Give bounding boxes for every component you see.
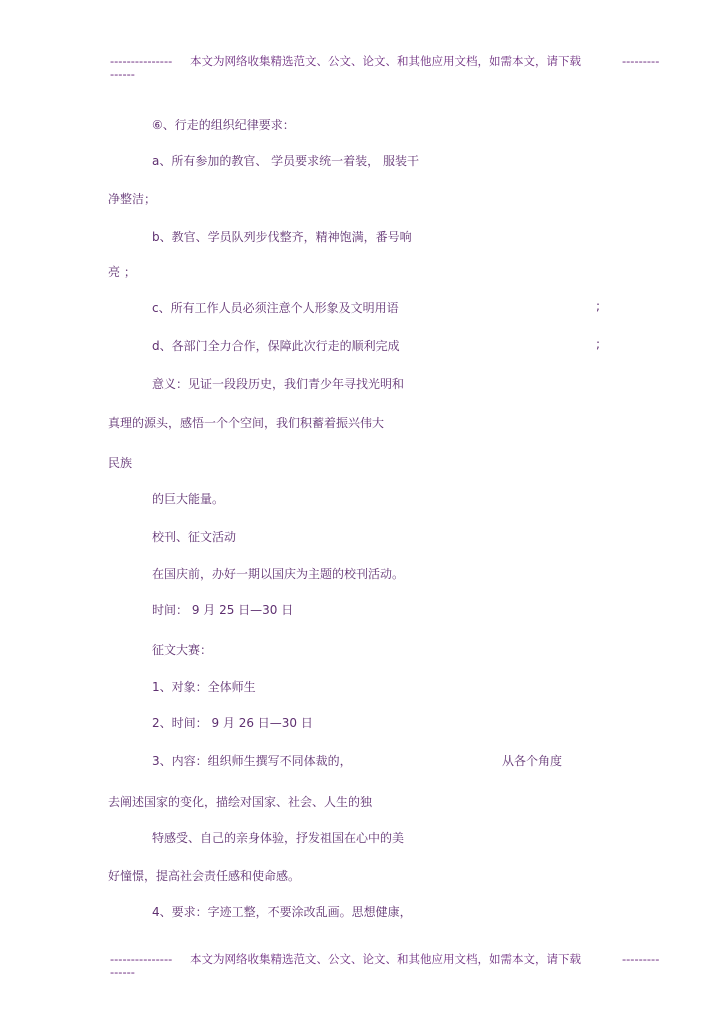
header-dashes-wrap: ------ xyxy=(110,67,135,81)
line-11: 的巨大能量。 xyxy=(152,492,225,506)
line-10: 民族 xyxy=(108,456,133,470)
line-16: 1、对象：全体师生 xyxy=(152,680,256,694)
line-12: 校刊、征文活动 xyxy=(152,530,237,544)
line-18: 3、内容：组织师生撰写不同体裁的， xyxy=(152,754,352,768)
line-17: 2、时间： 9 月 26 日—30 日 xyxy=(152,716,313,730)
line-6-end: ; xyxy=(596,299,601,313)
line-14: 时间： 9 月 25 日—30 日 xyxy=(152,603,294,617)
line-19: 去阐述国家的变化，描绘对国家、社会、人生的独 xyxy=(108,795,373,809)
line-2: a、所有参加的教官、 学员要求统一着装， 服装干 xyxy=(152,154,419,168)
line-4: b、教官、学员队列步伐整齐，精神饱满，番号响 xyxy=(152,230,412,244)
line-7-end: ; xyxy=(596,337,601,351)
header-dashes-right: --------- xyxy=(622,54,660,68)
footer-dashes-left: --------------- xyxy=(110,952,173,966)
line-15: 征文大赛： xyxy=(152,643,213,657)
footer-dashes-right: --------- xyxy=(622,952,660,966)
line-5: 亮 ； xyxy=(108,265,136,279)
line-3: 净整洁； xyxy=(108,192,157,206)
footer-dashes-wrap: ------ xyxy=(110,965,135,979)
line-22: 4、要求：字迹工整，不要涂改乱画。思想健康， xyxy=(152,905,412,919)
line-18-end: 从各个角度 xyxy=(502,754,563,768)
line-1: ⑥、行走的组织纪律要求： xyxy=(152,118,295,132)
header-text: 本文为网络收集精选范文、公文、论文、和其他应用文档，如需本文，请下载 xyxy=(190,54,581,68)
line-21: 好憧憬，提高社会责任感和使命感。 xyxy=(108,869,301,883)
line-13: 在国庆前，办好一期以国庆为主题的校刊活动。 xyxy=(152,567,405,581)
line-8: 意义：见证一段段历史，我们青少年寻找光明和 xyxy=(152,377,405,391)
line-9: 真理的源头，感悟一个个空间，我们积蓄着振兴伟大 xyxy=(108,416,385,430)
line-7: d、各部门全力合作，保障此次行走的顺利完成 xyxy=(152,339,400,353)
footer-text: 本文为网络收集精选范文、公文、论文、和其他应用文档，如需本文，请下载 xyxy=(190,952,581,966)
line-20: 特感受、自己的亲身体验，抒发祖国在心中的美 xyxy=(152,831,405,845)
line-6: c、所有工作人员必须注意个人形象及文明用语 xyxy=(152,301,399,315)
header-dashes-left: --------------- xyxy=(110,54,173,68)
